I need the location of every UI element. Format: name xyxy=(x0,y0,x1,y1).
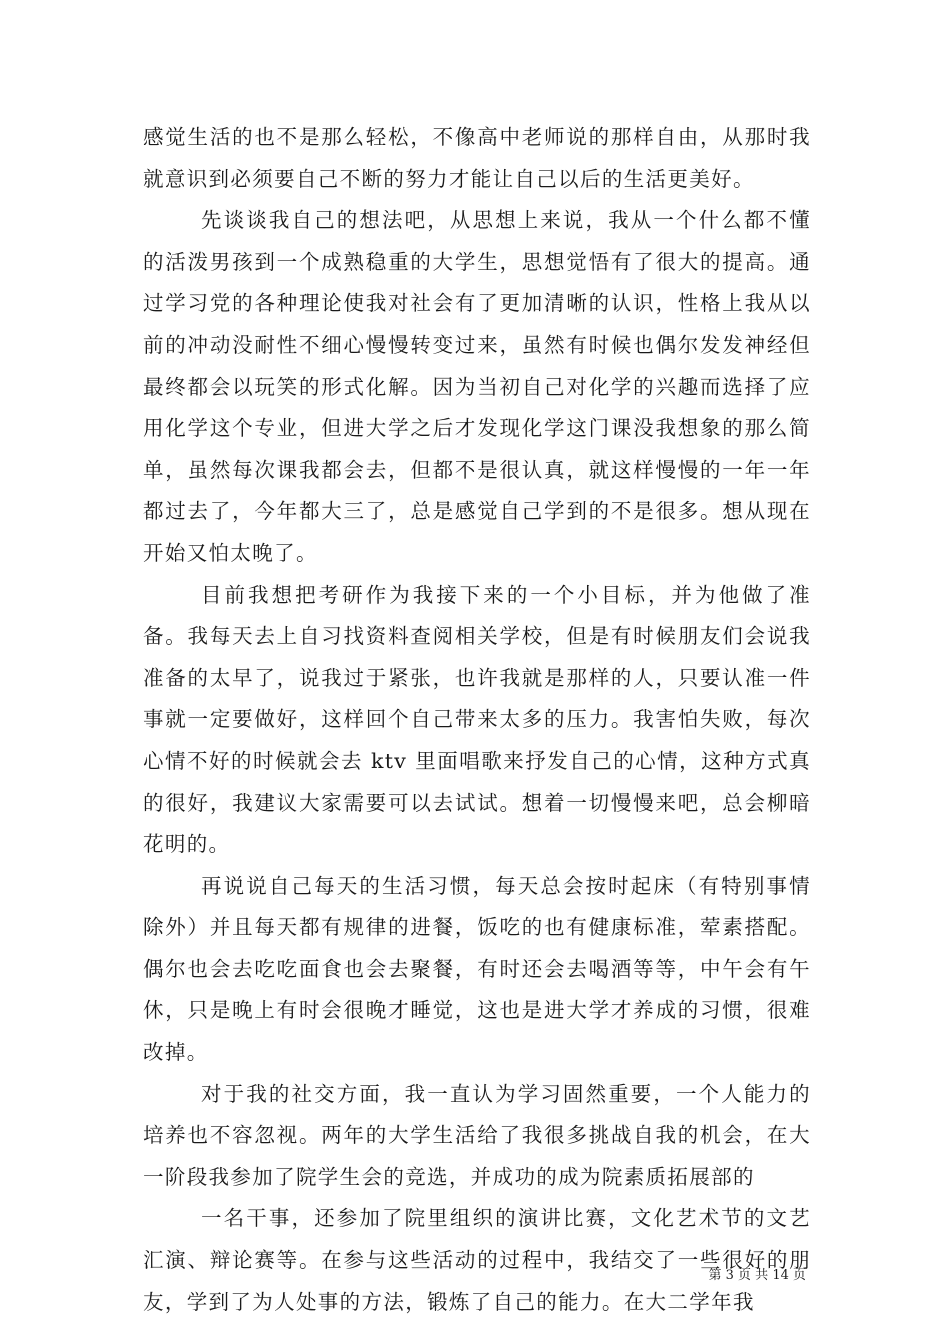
paragraph: 一名干事，还参加了院里组织的演讲比赛，文化艺术节的文艺汇演、辩论赛等。在参与这些活动的过程中，我结交了一些很好的朋友，学到了为人处事的方法，锻炼了自己的能力。在大二学年我 xyxy=(143,1206,811,1314)
paragraph: 先谈谈我自己的想法吧，从思想上来说，我从一个什么都不懂的活泼男孩到一个成熟稳重的大学生，思想觉悟有了很大的提高。通过学习党的各种理论使我对社会有了更加清晰的认识，性格上我从以前的冲动没耐性不细心慢慢转变过来，虽然有时候也偶尔发发神经但最终都会以玩笑的形式化解。因为当初自己对化学的兴趣而选择了应用化学这个专业，但进大学之后才发现化学这门课没我想象的那么简单，虽然每次课我都会去，但都不是很认真，就这样慢慢的一年一年都过去了，今年都大三了，总是感觉自己学到的不是很多。想从现在开始又怕太晚了。 xyxy=(143,208,811,565)
paragraph: 目前我想把考研作为我接下来的一个小目标，并为他做了准备。我每天去上自习找资料查阅相关学校，但是有时候朋友们会说我准备的太早了，说我过于紧张，也许我就是那样的人，只要认准一件事就一定要做好，这样回个自己带来太多的压力。我害怕失败，每次心情不好的时候就会去 ktv 里面唱歌来抒发自己的心情，这种方式真的很好，我建议大家需要可以去试试。想着一切慢慢来吧，总会柳暗花明的。 xyxy=(143,582,811,857)
page-number-footer: 第 3 页 共 14 页 xyxy=(708,1268,806,1283)
document-body xyxy=(143,117,811,1323)
paragraph: 感觉生活的也不是那么轻松，不像高中老师说的那样自由，从那时我就意识到必须要自己不断的努力才能让自己以后的生活更美好。 xyxy=(143,125,811,191)
paragraph: 再说说自己每天的生活习惯，每天总会按时起床（有特别事情除外）并且每天都有规律的进餐，饭吃的也有健康标准，荤素搭配。偶尔也会去吃吃面食也会去聚餐，有时还会去喝酒等等，中午会有午休，只是晚上有时会很晚才睡觉，这也是进大学才养成的习惯，很难改掉。 xyxy=(143,873,811,1065)
paragraph: 对于我的社交方面，我一直认为学习固然重要，一个人能力的培养也不容忽视。两年的大学生活给了我很多挑战自我的机会，在大一阶段我参加了院学生会的竞选，并成功的成为院素质拓展部的 xyxy=(143,1081,811,1189)
